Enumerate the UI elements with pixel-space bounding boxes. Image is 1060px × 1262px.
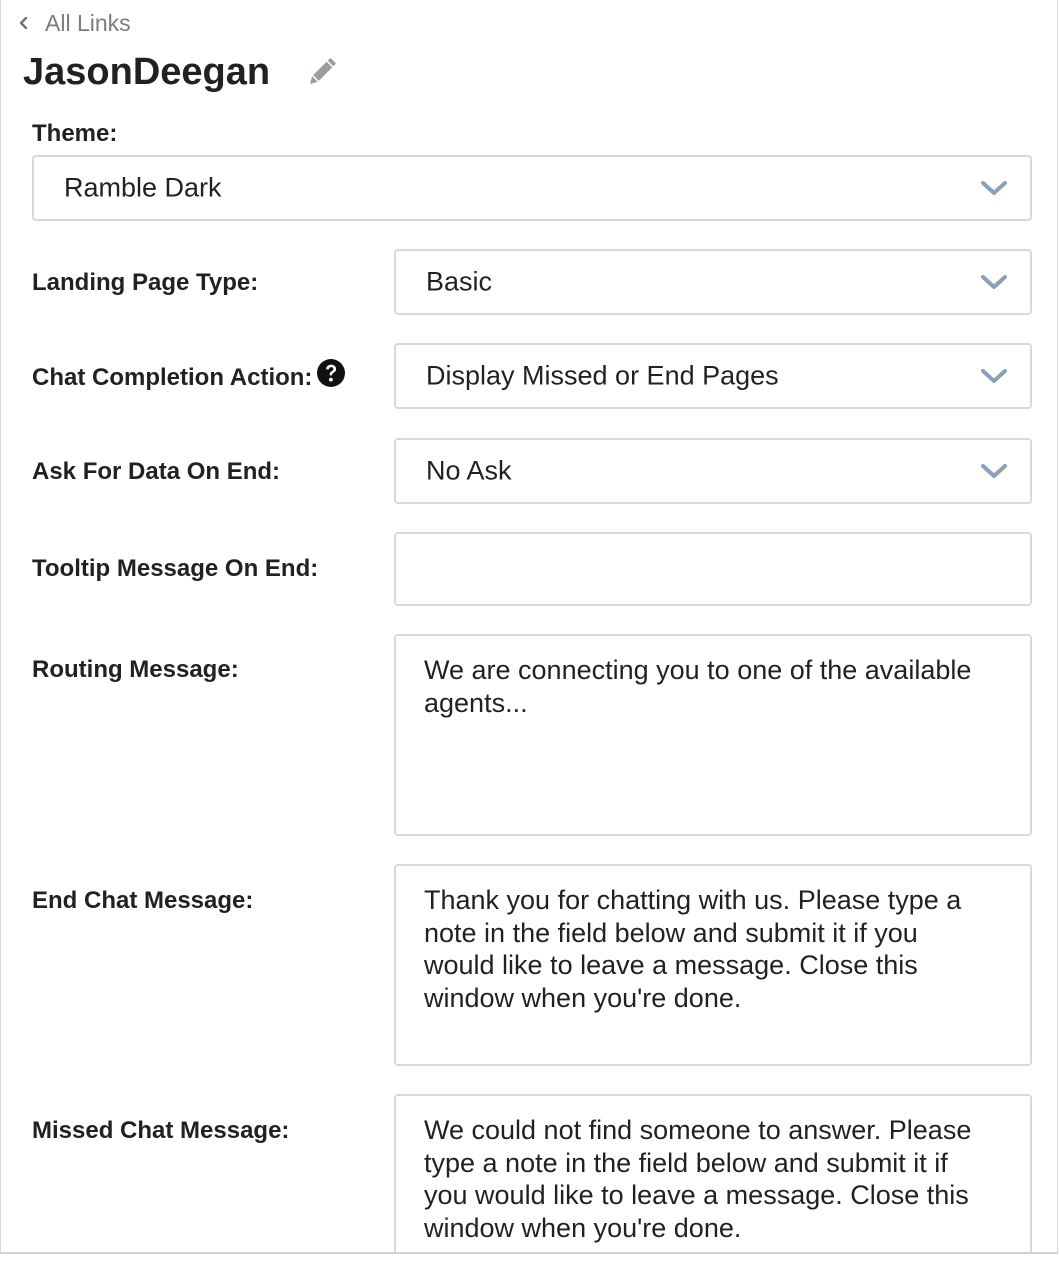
ask-for-data-on-end-value: No Ask	[426, 455, 512, 486]
routing-message-label: Routing Message:	[32, 656, 239, 683]
missed-chat-message-value: We could not find someone to answer. Please type a note in the field below and submit it if you would like to leave a message. Close this window when you're done.	[424, 1115, 972, 1243]
landing-page-type-label: Landing Page Type:	[32, 269, 259, 296]
tooltip-message-on-end-input[interactable]	[394, 532, 1032, 606]
pencil-edit-icon[interactable]	[304, 54, 340, 90]
question-circle-icon[interactable]	[316, 358, 346, 388]
chevron-down-icon	[980, 367, 1008, 385]
ask-for-data-on-end-label: Ask For Data On End:	[32, 458, 281, 485]
end-chat-message-value: Thank you for chatting with us. Please type a note in the field below and submit it if you would like to leave a message. Close this window when you're done.	[424, 885, 962, 1013]
all-links-back-link[interactable]	[17, 8, 131, 38]
chevron-down-icon	[980, 273, 1008, 291]
theme-select-value: Ramble Dark	[64, 172, 222, 203]
theme-select[interactable]	[32, 155, 1032, 221]
chevron-left-icon	[17, 16, 31, 30]
chevron-down-icon	[980, 179, 1008, 197]
ask-for-data-on-end-select[interactable]	[394, 438, 1032, 504]
chat-completion-action-select[interactable]	[394, 343, 1032, 409]
routing-message-textarea[interactable]	[394, 634, 1032, 836]
end-chat-message-textarea[interactable]	[394, 864, 1032, 1066]
routing-message-value: We are connecting you to one of the available agents...	[424, 655, 972, 718]
chevron-down-icon	[980, 462, 1008, 480]
landing-page-type-select[interactable]	[394, 249, 1032, 315]
theme-label: Theme:	[32, 120, 118, 147]
back-link-label[interactable]: All Links	[45, 9, 131, 36]
title-row	[23, 46, 340, 98]
tooltip-message-on-end-label: Tooltip Message On End:	[32, 555, 319, 582]
missed-chat-message-label: Missed Chat Message:	[32, 1117, 290, 1144]
end-chat-message-label: End Chat Message:	[32, 887, 254, 914]
chat-completion-action-value: Display Missed or End Pages	[426, 360, 779, 391]
chat-completion-action-label-row	[32, 358, 346, 392]
page-title: JasonDeegan	[23, 50, 271, 93]
landing-page-type-value: Basic	[426, 266, 493, 297]
chat-completion-action-label: Chat Completion Action:	[32, 364, 313, 391]
missed-chat-message-textarea[interactable]	[394, 1094, 1032, 1254]
